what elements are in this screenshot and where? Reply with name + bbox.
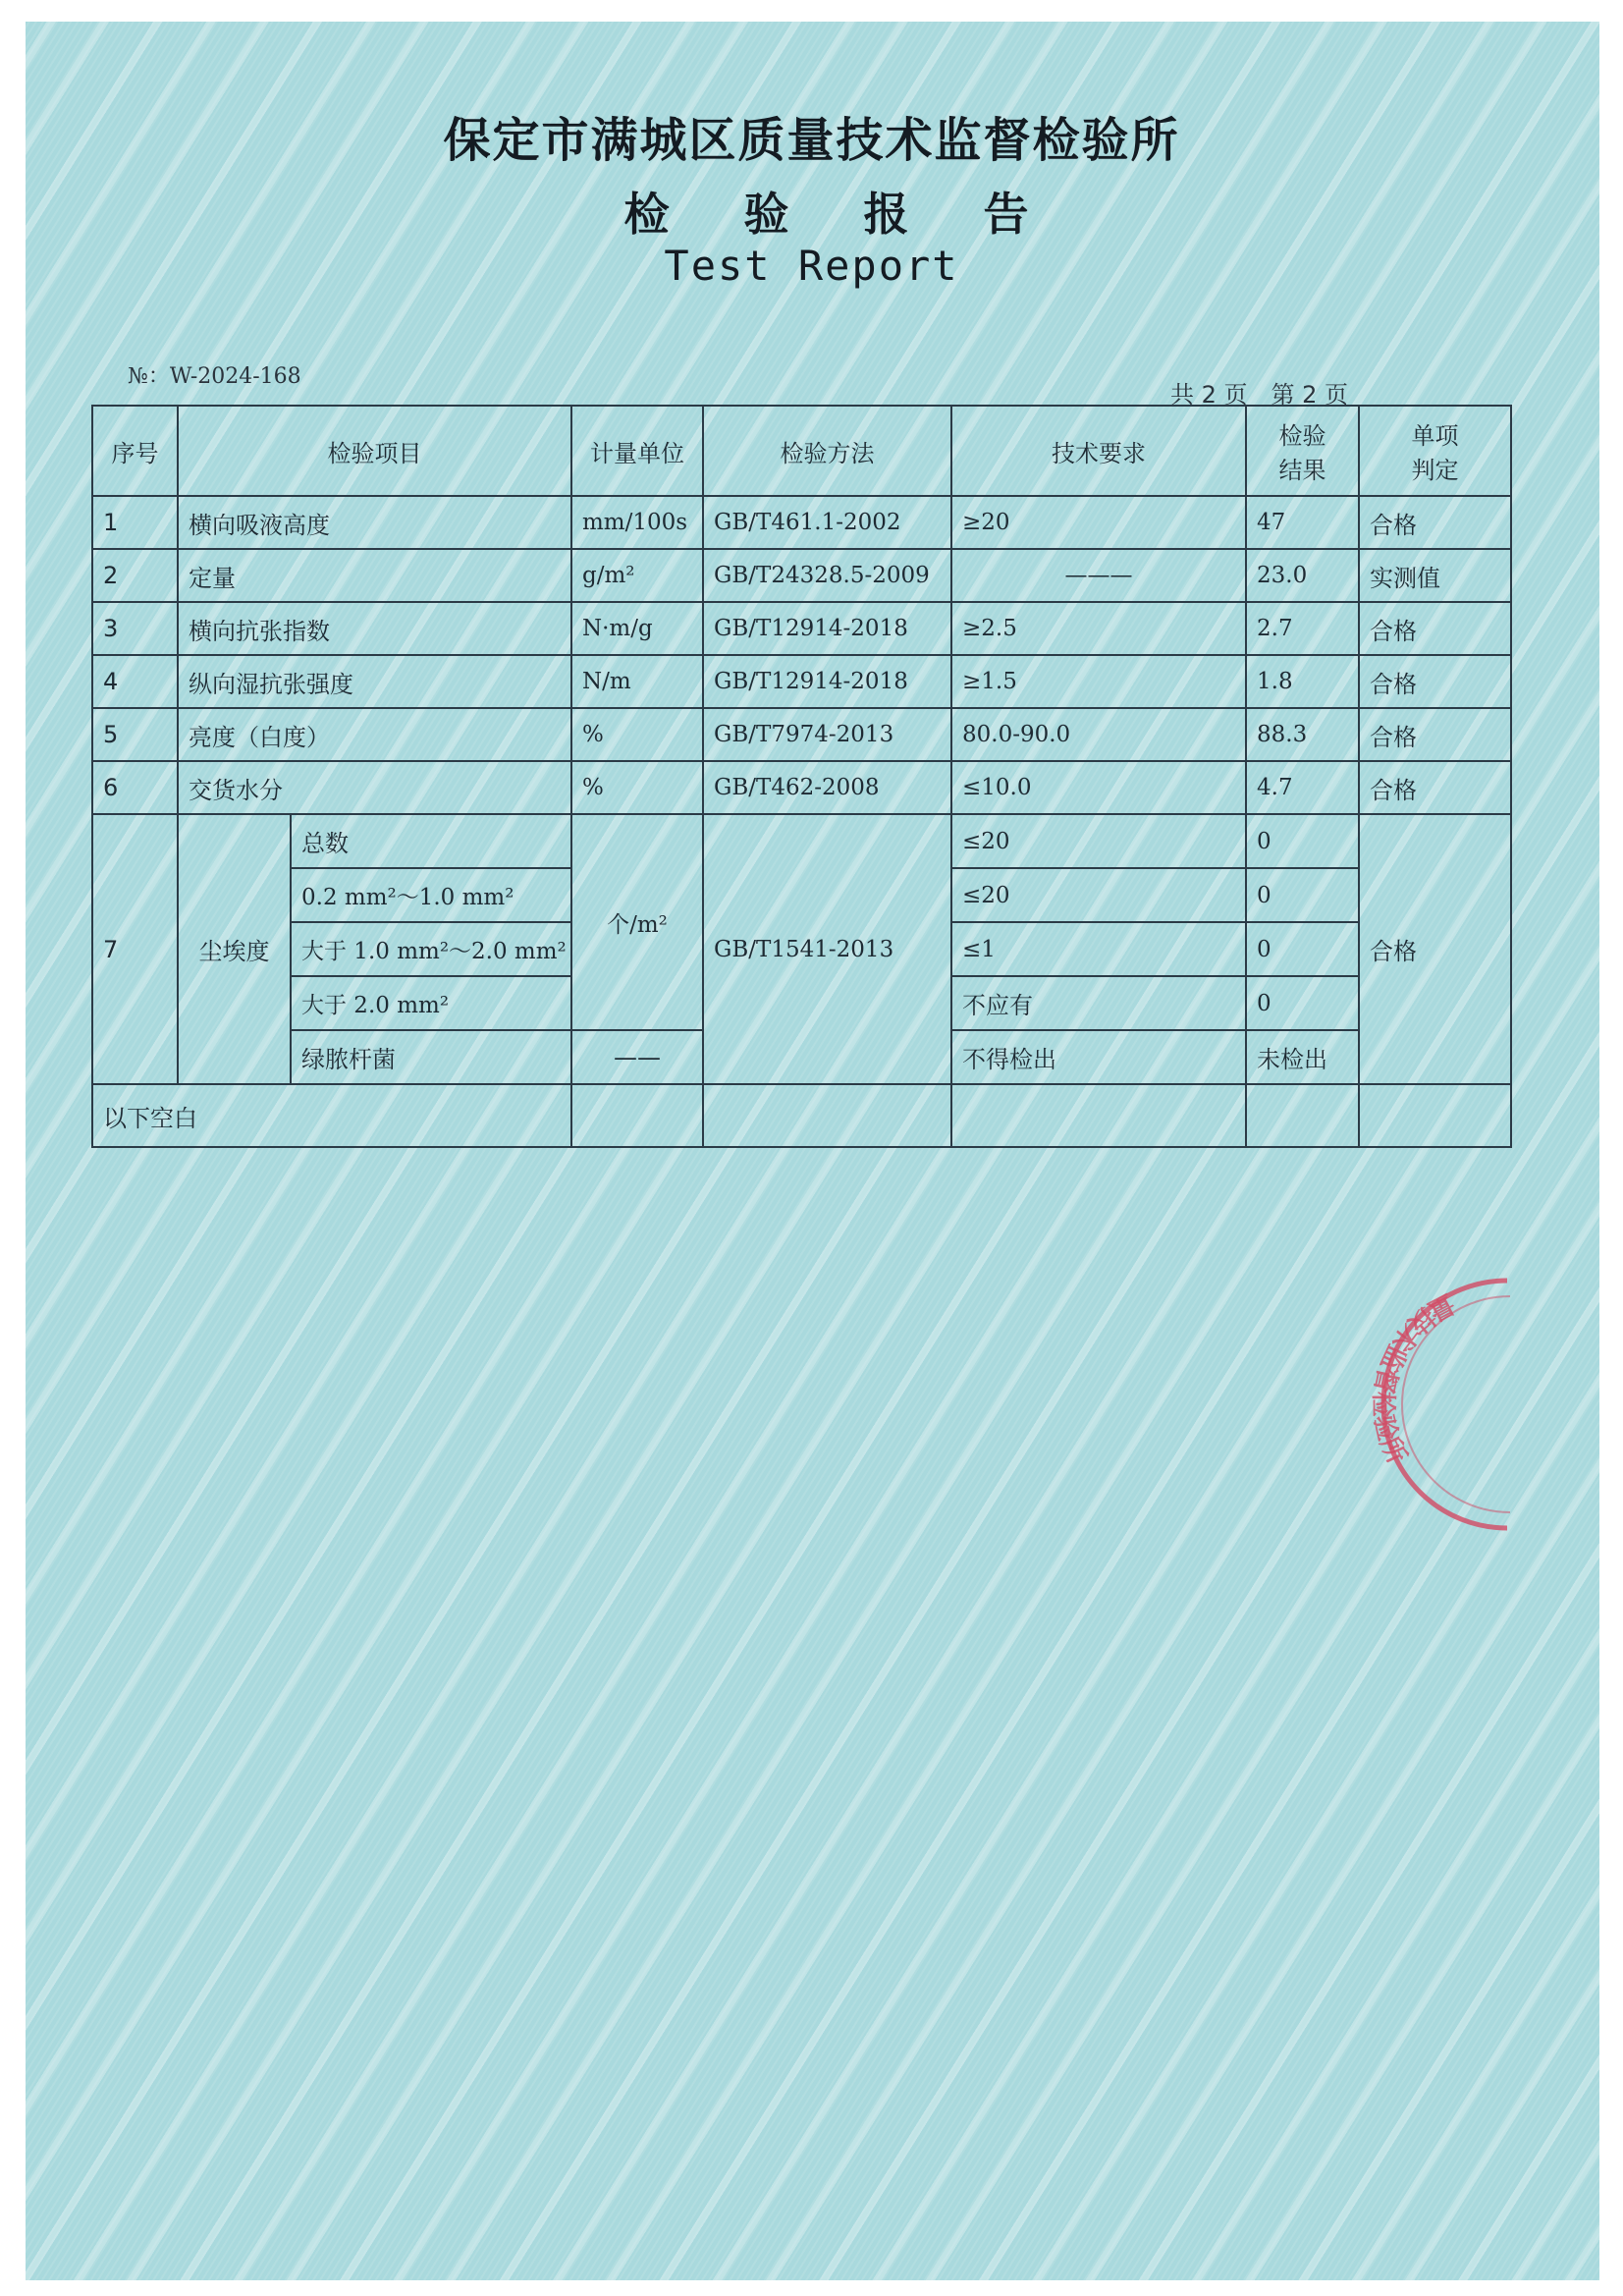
- dust-result: 0: [1246, 814, 1359, 868]
- dust-subitem: 大于 1.0 mm²～2.0 mm²: [291, 922, 571, 976]
- table-row: [92, 549, 1511, 602]
- row-unit: N/m: [571, 655, 703, 708]
- row-requirement: ≥20: [951, 496, 1246, 549]
- row-method: GB/T7974-2013: [703, 708, 951, 761]
- row-no: 4: [92, 655, 178, 708]
- svg-text:量技术监督检验所: [1368, 1288, 1459, 1468]
- dust-result: 0: [1246, 976, 1359, 1030]
- blank-cell: [1359, 1084, 1511, 1147]
- row-item: 交货水分: [178, 761, 571, 814]
- row-unit: N·m/g: [571, 602, 703, 655]
- row-requirement: ≤10.0: [951, 761, 1246, 814]
- col-header-unit: 计量单位: [571, 406, 703, 496]
- row-unit: g/m²: [571, 549, 703, 602]
- row-method: GB/T12914-2018: [703, 655, 951, 708]
- row-requirement: ≥1.5: [951, 655, 1246, 708]
- dust-subitem: 大于 2.0 mm²: [291, 976, 571, 1030]
- dust-subitem: 0.2 mm²～1.0 mm²: [291, 868, 571, 922]
- row-requirement: 80.0-90.0: [951, 708, 1246, 761]
- dust-requirement: ≤20: [951, 814, 1246, 868]
- blank-cell: [571, 1084, 703, 1147]
- col-header-verdict: 单项 判定: [1359, 406, 1511, 496]
- col-header-item: 检验项目: [178, 406, 571, 496]
- row-item: 横向吸液高度: [178, 496, 571, 549]
- row-verdict: 合格: [1359, 602, 1511, 655]
- col-header-no: 序号: [92, 406, 178, 496]
- row-method: GB/T12914-2018: [703, 602, 951, 655]
- row-result: 23.0: [1246, 549, 1359, 602]
- row-no: 1: [92, 496, 178, 549]
- dust-subitem: 总数: [291, 814, 571, 868]
- report-number: №：W-2024-168: [128, 364, 301, 389]
- official-seal-stamp: [1345, 1267, 1600, 1542]
- bacteria-unit: ——: [571, 1030, 703, 1084]
- row-verdict: 实测值: [1359, 549, 1511, 602]
- group-unit: 个/m²: [571, 814, 703, 1030]
- blank-row: [92, 1084, 1511, 1147]
- row-no: 3: [92, 602, 178, 655]
- row-verdict: 合格: [1359, 708, 1511, 761]
- row-verdict: 合格: [1359, 761, 1511, 814]
- row-unit: %: [571, 708, 703, 761]
- row-no: 5: [92, 708, 178, 761]
- dust-result: 0: [1246, 868, 1359, 922]
- table-row: [92, 761, 1511, 814]
- dust-result: 0: [1246, 922, 1359, 976]
- row-result: 1.8: [1246, 655, 1359, 708]
- report-title: 检 验 报 告: [623, 188, 1058, 241]
- row-verdict: 合格: [1359, 496, 1511, 549]
- dust-requirement: ≤1: [951, 922, 1246, 976]
- blank-cell: [1246, 1084, 1359, 1147]
- row-method: GB/T462-2008: [703, 761, 951, 814]
- blank-cell: [703, 1084, 951, 1147]
- dust-requirement: ≤20: [951, 868, 1246, 922]
- group-method: GB/T1541-2013: [703, 814, 951, 1084]
- group-item: 尘埃度: [178, 814, 291, 1084]
- row-result: 88.3: [1246, 708, 1359, 761]
- row-item: 亮度（白度）: [178, 708, 571, 761]
- row-verdict: 合格: [1359, 655, 1511, 708]
- dust-requirement: 不应有: [951, 976, 1246, 1030]
- row-result: 4.7: [1246, 761, 1359, 814]
- table-row: [92, 602, 1511, 655]
- bacteria-item: 绿脓杆菌: [291, 1030, 571, 1084]
- col-header-result: 检验 结果: [1246, 406, 1359, 496]
- seal-text: 量技术监督检验所: [1367, 1287, 1460, 1469]
- row-unit: %: [571, 761, 703, 814]
- blank-below-note: 以下空白: [92, 1084, 571, 1147]
- report-title-english: Test Report: [664, 242, 959, 290]
- row-unit: mm/100s: [571, 496, 703, 549]
- bacteria-requirement: 不得检出: [951, 1030, 1246, 1084]
- test-results-table: [91, 405, 1512, 1148]
- table-row: [92, 496, 1511, 549]
- col-header-method: 检验方法: [703, 406, 951, 496]
- row-requirement: ≥2.5: [951, 602, 1246, 655]
- table-header-row: [92, 406, 1511, 496]
- table-row: [92, 655, 1511, 708]
- group-verdict: 合格: [1359, 814, 1511, 1084]
- row-method: GB/T461.1-2002: [703, 496, 951, 549]
- row-item: 纵向湿抗张强度: [178, 655, 571, 708]
- page-count: 共 2 页 第 2 页: [1170, 381, 1349, 409]
- group-no: 7: [92, 814, 178, 1084]
- row-item: 定量: [178, 549, 571, 602]
- row-no: 6: [92, 761, 178, 814]
- row-no: 2: [92, 549, 178, 602]
- row-item: 横向抗张指数: [178, 602, 571, 655]
- row-result: 47: [1246, 496, 1359, 549]
- blank-cell: [951, 1084, 1246, 1147]
- table-row: [92, 708, 1511, 761]
- bacteria-result: 未检出: [1246, 1030, 1359, 1084]
- row-result: 2.7: [1246, 602, 1359, 655]
- row-method: GB/T24328.5-2009: [703, 549, 951, 602]
- dust-row-total: [92, 814, 1511, 868]
- col-header-requirement: 技术要求: [951, 406, 1246, 496]
- row-requirement: ———: [951, 549, 1246, 602]
- institute-title: 保定市满城区质量技术监督检验所: [443, 113, 1180, 168]
